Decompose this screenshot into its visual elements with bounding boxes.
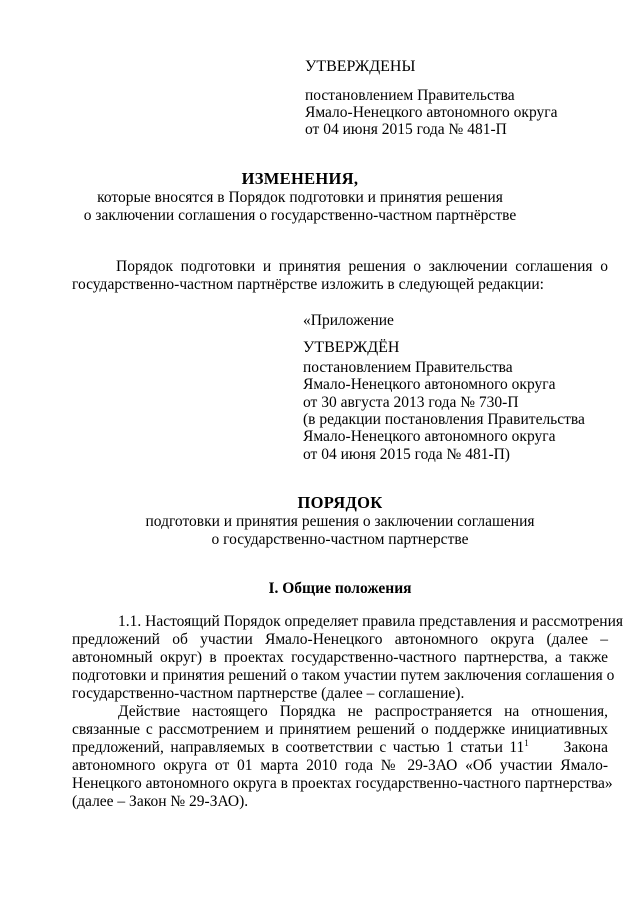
paragraph-line: (далее – Закон № 29-ЗАО). [72,793,249,810]
section-title: I. Общие положения [268,580,412,597]
appendix-line: Ямало-Ненецкого автономного округа [303,376,556,393]
appendix-line: постановлением Правительства [303,359,513,376]
appendix-title: УТВЕРЖДЁН [303,339,400,356]
paragraph-line-with-footnote [72,739,608,757]
paragraph-line: связанные с рассмотрением и принятием решений о поддержке инициативных [72,721,608,738]
intro-line: государственно-частном партнёрстве изложить в следующей редакции: [72,276,544,293]
appendix-line: от 30 августа 2013 года № 730-П [303,394,519,411]
changes-title: ИЗМЕНЕНИЯ, [241,169,359,188]
paragraph-line: автономный округ) в проектах государственно-частного партнерства, а также [72,649,608,666]
changes-subtitle: о заключении соглашения о государственно-частном партнёрстве [83,207,517,224]
paragraph-line: автономного округа от 01 марта 2010 года № 29-ЗАО «Об участии Ямало- [72,757,608,774]
paragraph-text: Закона [563,739,608,756]
paragraph-line: подготовки и принятия решений о таком участии путем заключения соглашения о [72,667,615,684]
appendix-label: «Приложение [303,312,394,329]
order-subtitle: о государственно-частном партнерстве [211,531,469,548]
superscript: 1 [524,738,529,748]
paragraph-line: предложений об участии Ямало-Ненецкого автономного округа (далее – [72,631,608,648]
paragraph-line: 1.1. Настоящий Порядок определяет правила представления и рассмотрения [118,613,624,630]
approval-line: постановлением Правительства [305,87,515,104]
paragraph-line: Ненецкого автономного округа в проектах государственно-частного партнерства» [72,775,613,792]
paragraph-line: государственно-частном партнерстве (далее – соглашение). [72,685,465,702]
approval-title: УТВЕРЖДЕНЫ [305,58,416,75]
changes-subtitle: которые вносятся в Порядок подготовки и принятия решения [97,189,503,206]
appendix-line: Ямало-Ненецкого автономного округа [303,428,556,445]
order-subtitle: подготовки и принятия решения о заключении соглашения [145,513,535,530]
approval-line: от 04 июня 2015 года № 481-П [305,121,507,138]
approval-line: Ямало-Ненецкого автономного округа [305,104,558,121]
order-title: ПОРЯДОК [297,493,383,512]
appendix-line: (в редакции постановления Правительства [303,411,585,428]
paragraph-text: предложений, направляемых в соответствии с частью 1 статьи 11 [72,739,525,756]
appendix-line: от 04 июня 2015 года № 481-П) [303,446,510,463]
intro-line: Порядок подготовки и принятия решения о заключении соглашения о [116,258,608,275]
paragraph-line: Действие настоящего Порядка не распространяется на отношения, [118,703,608,720]
